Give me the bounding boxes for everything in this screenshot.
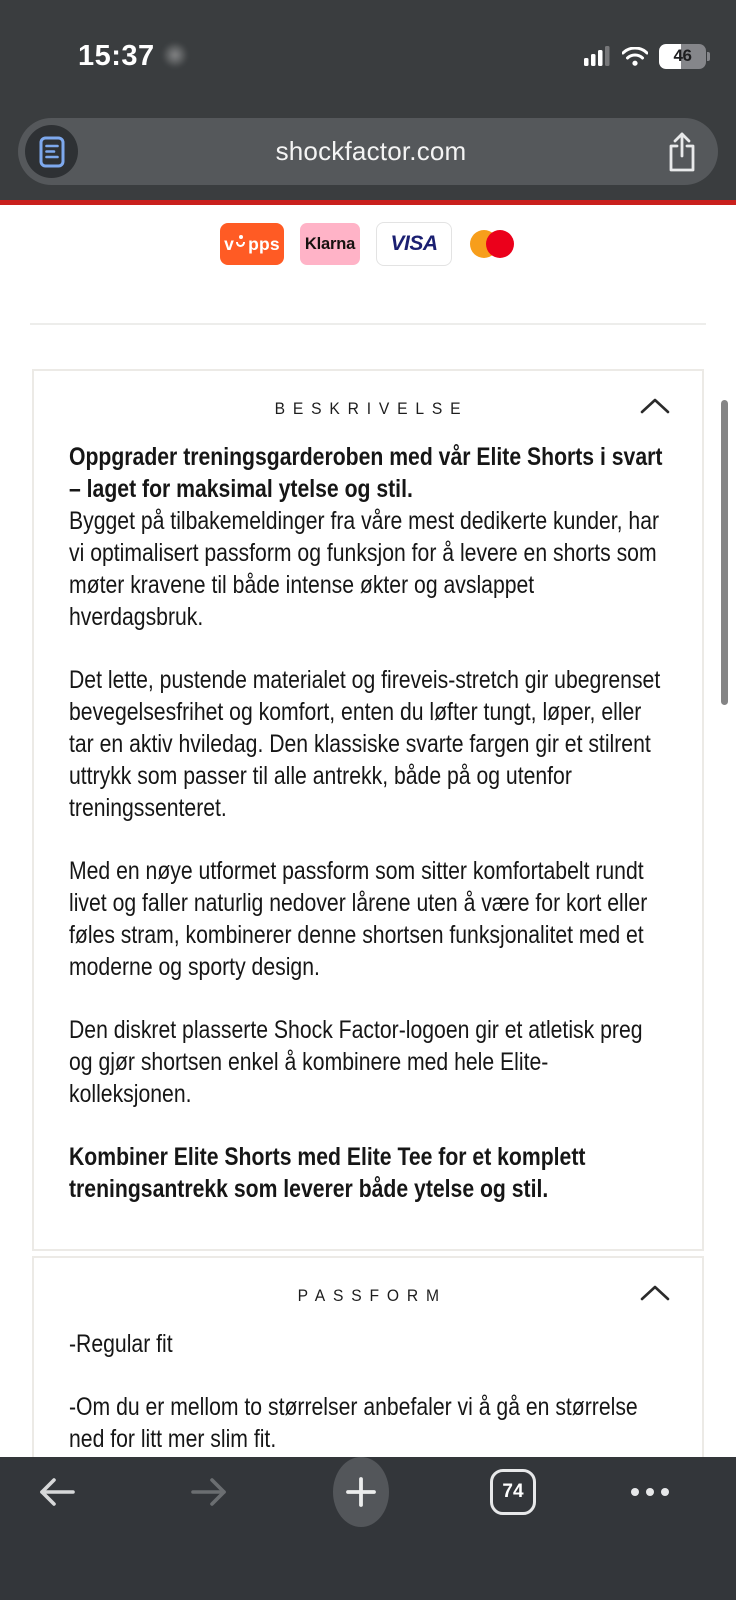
accordion-passform-header[interactable] bbox=[34, 1258, 702, 1310]
klarna-badge bbox=[300, 223, 360, 265]
address-bar-row bbox=[18, 118, 718, 185]
vipps-badge bbox=[220, 223, 284, 265]
wifi-icon bbox=[622, 47, 648, 66]
tabs-icon bbox=[490, 1469, 536, 1515]
scrollbar-thumb[interactable] bbox=[721, 400, 728, 705]
back-arrow-icon bbox=[37, 1475, 77, 1509]
mastercard-red-circle bbox=[486, 230, 514, 258]
plus-button-background bbox=[333, 1457, 389, 1527]
share-icon bbox=[665, 130, 699, 174]
battery-percent: 46 bbox=[673, 46, 692, 65]
accordion-passform bbox=[32, 1256, 704, 1457]
forward-arrow-icon bbox=[189, 1475, 229, 1509]
visa-badge bbox=[376, 222, 452, 266]
vipps-logo-post: pps bbox=[248, 233, 280, 254]
reader-icon bbox=[39, 136, 65, 168]
reader-mode-button[interactable] bbox=[25, 125, 78, 178]
status-bar bbox=[0, 36, 736, 76]
accordion-beskrivelse bbox=[32, 369, 704, 1251]
fit-item-1: -Regular fit bbox=[69, 1330, 173, 1358]
webpage-content bbox=[0, 205, 736, 1457]
accordion-beskrivelse-header[interactable] bbox=[34, 371, 702, 423]
battery-nub bbox=[707, 52, 710, 61]
accordion-beskrivelse-body bbox=[34, 423, 702, 1249]
description-paragraph-4: Den diskret plasserte Shock Factor-logoen gir et atletisk preg og gjør shortsen enkel å kombinere med hele Elite-kolleksjonen. bbox=[69, 1016, 643, 1108]
share-button[interactable] bbox=[664, 130, 700, 174]
toolbar-row bbox=[0, 1457, 736, 1527]
fit-item-2: -Om du er mellom to størrelser anbefaler vi å gå en størrelse ned for litt mer slim fit. bbox=[69, 1393, 638, 1453]
section-divider bbox=[30, 323, 706, 325]
vipps-logo-pre: v bbox=[224, 233, 235, 254]
back-button[interactable] bbox=[22, 1457, 92, 1527]
forward-button[interactable] bbox=[174, 1457, 244, 1527]
accordion-passform-body bbox=[34, 1310, 702, 1457]
address-bar[interactable] bbox=[18, 118, 718, 185]
tabs-button[interactable] bbox=[478, 1457, 548, 1527]
payment-methods-row bbox=[0, 222, 736, 266]
description-outro-bold: Kombiner Elite Shorts med Elite Tee for et komplett treningsantrekk som leverer både ytelse og stil. bbox=[69, 1143, 586, 1203]
browser-top-chrome bbox=[0, 0, 736, 200]
description-paragraph-2: Det lette, pustende materialet og fireveis-stretch gir ubegrenset bevegelsesfrihet og komfort, enten du løfter tungt, løper, eller tar en aktiv hviledag. Den klassiske svarte fargen gir et stilrent uttrykk som passer til alle antrekk, både på og utenfor treningssenteret. bbox=[69, 666, 661, 822]
more-button[interactable] bbox=[614, 1457, 686, 1527]
chevron-up-icon[interactable] bbox=[640, 1284, 670, 1302]
cellular-signal-icon bbox=[584, 46, 611, 66]
chevron-up-icon[interactable] bbox=[640, 397, 670, 415]
description-paragraph-3: Med en nøye utformet passform som sitter komfortabelt rundt livet og faller naturlig nedover lårene uten å være for kort eller føles stram, kombinerer denne shortsen funksjonalitet med et moderne og sporty design. bbox=[69, 857, 648, 981]
mastercard-badge bbox=[468, 223, 516, 265]
new-tab-button[interactable] bbox=[326, 1457, 396, 1527]
location-indicator-blur bbox=[162, 42, 188, 68]
ellipsis-icon bbox=[631, 1488, 669, 1496]
plus-icon bbox=[345, 1476, 377, 1508]
battery-icon bbox=[659, 44, 710, 69]
accordion-passform-title: PASSFORM bbox=[297, 1286, 447, 1305]
visa-logo: VISA bbox=[390, 232, 438, 255]
description-intro-bold: Oppgrader treningsgarderoben med vår Elite Shorts i svart – laget for maksimal ytelse og stil. bbox=[69, 443, 663, 503]
vipps-smile-icon bbox=[235, 237, 247, 251]
tab-count: 74 bbox=[502, 1481, 524, 1502]
browser-bottom-toolbar bbox=[0, 1457, 736, 1600]
vipps-logo bbox=[224, 234, 280, 255]
clock: 15:37 bbox=[78, 39, 155, 72]
status-icons bbox=[584, 44, 710, 69]
url-text[interactable]: shockfactor.com bbox=[275, 136, 467, 166]
klarna-logo: Klarna bbox=[304, 234, 356, 253]
accordion-beskrivelse-title: BESKRIVELSE bbox=[274, 399, 469, 418]
description-intro-text: Bygget på tilbakemeldinger fra våre mest dedikerte kunder, har vi optimalisert passform og funksjon for å levere en shorts som møter kravene til både intense økter og avslappet hverdagsbruk. bbox=[69, 507, 660, 631]
